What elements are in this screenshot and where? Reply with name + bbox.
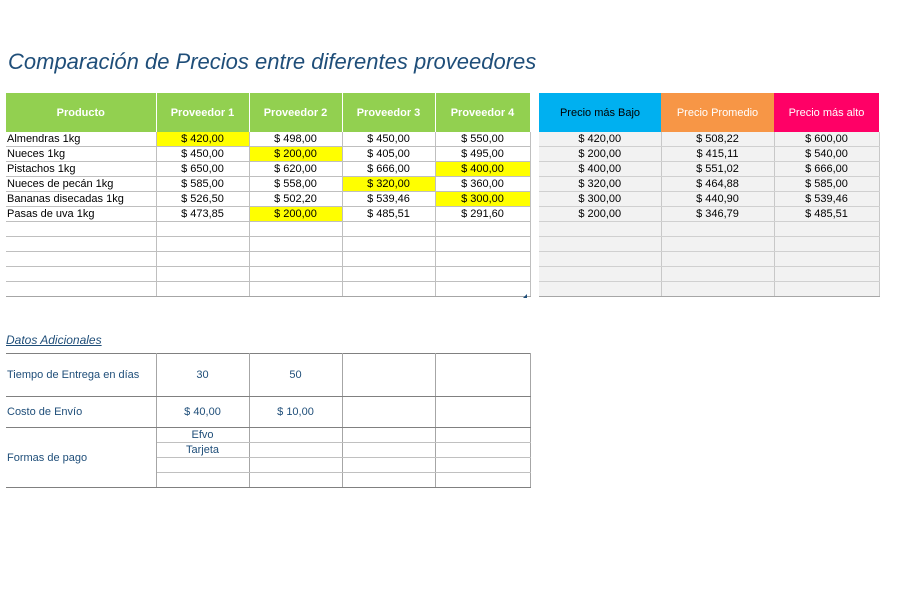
empty-row <box>539 237 879 252</box>
product-cell[interactable]: Nueces 1kg <box>6 147 156 162</box>
empty-cell[interactable] <box>661 252 774 267</box>
summary-cell[interactable]: $ 200,00 <box>539 147 661 162</box>
payment-value[interactable] <box>435 428 530 443</box>
price-cell[interactable]: $ 620,00 <box>249 162 342 177</box>
empty-cell[interactable] <box>342 282 435 297</box>
empty-cell[interactable] <box>6 237 156 252</box>
header-proveedor-3[interactable]: Proveedor 3 <box>342 93 435 132</box>
price-cell[interactable]: $ 502,20 <box>249 192 342 207</box>
product-cell[interactable]: Almendras 1kg <box>6 132 156 147</box>
table-row <box>6 132 530 147</box>
empty-cell[interactable] <box>661 222 774 237</box>
empty-cell[interactable] <box>774 267 879 282</box>
price-cell[interactable]: $ 495,00 <box>435 147 530 162</box>
shipping-value[interactable]: $ 40,00 <box>156 397 249 428</box>
summary-cell[interactable]: $ 666,00 <box>774 162 879 177</box>
price-cell[interactable]: $ 320,00 <box>342 177 435 192</box>
delivery-value[interactable] <box>342 354 435 397</box>
empty-row <box>539 282 879 297</box>
empty-cell[interactable] <box>661 282 774 297</box>
shipping-value[interactable] <box>342 397 435 428</box>
empty-cell[interactable] <box>342 267 435 282</box>
empty-cell[interactable] <box>774 282 879 297</box>
empty-cell[interactable] <box>539 222 661 237</box>
empty-cell[interactable] <box>661 267 774 282</box>
table-resize-handle[interactable] <box>523 294 527 298</box>
price-cell[interactable]: $ 200,00 <box>249 207 342 222</box>
delivery-row <box>6 354 530 397</box>
summary-cell[interactable]: $ 415,11 <box>661 147 774 162</box>
summary-cell[interactable]: $ 420,00 <box>539 132 661 147</box>
price-cell[interactable]: $ 498,00 <box>249 132 342 147</box>
table-row <box>539 132 879 147</box>
summary-cell[interactable]: $ 320,00 <box>539 177 661 192</box>
shipping-value[interactable]: $ 10,00 <box>249 397 342 428</box>
empty-row <box>6 282 530 297</box>
summary-cell[interactable]: $ 585,00 <box>774 177 879 192</box>
payment-value[interactable] <box>156 458 249 473</box>
payment-row <box>6 428 530 443</box>
empty-cell[interactable] <box>539 282 661 297</box>
shipping-row <box>6 397 530 428</box>
price-cell[interactable]: $ 300,00 <box>435 192 530 207</box>
payment-value[interactable] <box>342 443 435 458</box>
payment-value[interactable] <box>249 473 342 488</box>
empty-cell[interactable] <box>342 252 435 267</box>
payment-value[interactable] <box>435 473 530 488</box>
empty-cell[interactable] <box>435 252 530 267</box>
empty-cell[interactable] <box>6 222 156 237</box>
sheet-title: Comparación de Precios entre diferentes proveedores <box>8 49 537 74</box>
delivery-value[interactable]: 50 <box>249 354 342 397</box>
summary-table <box>539 93 880 297</box>
empty-cell[interactable] <box>774 237 879 252</box>
empty-cell[interactable] <box>6 267 156 282</box>
shipping-value[interactable] <box>435 397 530 428</box>
price-cell[interactable]: $ 558,00 <box>249 177 342 192</box>
table-row <box>6 207 530 222</box>
payment-value[interactable] <box>156 473 249 488</box>
empty-cell[interactable] <box>435 237 530 252</box>
header-proveedor-1[interactable]: Proveedor 1 <box>156 93 249 132</box>
summary-cell[interactable]: $ 464,88 <box>661 177 774 192</box>
header-proveedor-2[interactable]: Proveedor 2 <box>249 93 342 132</box>
empty-cell[interactable] <box>774 222 879 237</box>
table-row <box>6 147 530 162</box>
empty-cell[interactable] <box>249 282 342 297</box>
payment-value[interactable]: Tarjeta <box>156 443 249 458</box>
price-cell[interactable]: $ 200,00 <box>249 147 342 162</box>
summary-cell[interactable]: $ 440,90 <box>661 192 774 207</box>
table-row <box>539 192 879 207</box>
empty-cell[interactable] <box>342 237 435 252</box>
summary-cell[interactable]: $ 400,00 <box>539 162 661 177</box>
empty-cell[interactable] <box>6 252 156 267</box>
empty-cell[interactable] <box>156 222 249 237</box>
delivery-value[interactable]: 30 <box>156 354 249 397</box>
delivery-value[interactable] <box>435 354 530 397</box>
price-comparison-table <box>6 93 531 297</box>
header-proveedor-4[interactable]: Proveedor 4 <box>435 93 530 132</box>
delivery-label[interactable]: Tiempo de Entrega en días <box>6 354 156 397</box>
price-cell[interactable]: $ 526,50 <box>156 192 249 207</box>
empty-cell[interactable] <box>156 252 249 267</box>
table-row <box>6 192 530 207</box>
summary-cell[interactable]: $ 485,51 <box>774 207 879 222</box>
price-cell[interactable]: $ 539,46 <box>342 192 435 207</box>
empty-row <box>539 252 879 267</box>
payment-value[interactable] <box>342 428 435 443</box>
payment-value[interactable] <box>249 428 342 443</box>
summary-cell[interactable]: $ 508,22 <box>661 132 774 147</box>
empty-cell[interactable] <box>249 252 342 267</box>
empty-cell[interactable] <box>435 222 530 237</box>
product-cell[interactable]: Bananas disecadas 1kg <box>6 192 156 207</box>
summary-cell[interactable]: $ 300,00 <box>539 192 661 207</box>
empty-cell[interactable] <box>156 237 249 252</box>
table-row <box>539 162 879 177</box>
empty-row <box>6 252 530 267</box>
empty-cell[interactable] <box>774 252 879 267</box>
price-cell[interactable]: $ 450,00 <box>156 147 249 162</box>
price-cell[interactable]: $ 485,51 <box>342 207 435 222</box>
empty-row <box>6 267 530 282</box>
price-cell[interactable]: $ 400,00 <box>435 162 530 177</box>
payment-label[interactable]: Formas de pago <box>6 428 156 488</box>
price-cell[interactable]: $ 360,00 <box>435 177 530 192</box>
empty-cell[interactable] <box>435 267 530 282</box>
price-cell[interactable]: $ 420,00 <box>156 132 249 147</box>
table-row <box>539 147 879 162</box>
empty-cell[interactable] <box>539 237 661 252</box>
summary-cell[interactable]: $ 540,00 <box>774 147 879 162</box>
payment-value[interactable] <box>342 473 435 488</box>
empty-row <box>6 237 530 252</box>
payment-value[interactable] <box>435 458 530 473</box>
empty-cell[interactable] <box>539 252 661 267</box>
table-row <box>539 177 879 192</box>
header-producto[interactable]: Producto <box>6 93 156 132</box>
header-precio-más-bajo[interactable]: Precio más Bajo <box>539 93 661 132</box>
product-cell[interactable]: Pasas de uva 1kg <box>6 207 156 222</box>
empty-cell[interactable] <box>435 282 530 297</box>
shipping-label[interactable]: Costo de Envío <box>6 397 156 428</box>
table-row <box>539 207 879 222</box>
empty-cell[interactable] <box>6 282 156 297</box>
summary-cell[interactable]: $ 346,79 <box>661 207 774 222</box>
product-cell[interactable]: Pistachos 1kg <box>6 162 156 177</box>
empty-cell[interactable] <box>156 282 249 297</box>
price-cell[interactable]: $ 450,00 <box>342 132 435 147</box>
empty-cell[interactable] <box>661 237 774 252</box>
header-precio-más-alto[interactable]: Precio más alto <box>774 93 879 132</box>
empty-row <box>539 267 879 282</box>
empty-cell[interactable] <box>156 267 249 282</box>
empty-row <box>539 222 879 237</box>
price-cell[interactable]: $ 666,00 <box>342 162 435 177</box>
summary-cell[interactable]: $ 200,00 <box>539 207 661 222</box>
price-cell[interactable]: $ 650,00 <box>156 162 249 177</box>
price-cell[interactable]: $ 405,00 <box>342 147 435 162</box>
payment-value[interactable] <box>249 443 342 458</box>
price-cell[interactable]: $ 585,00 <box>156 177 249 192</box>
empty-row <box>6 222 530 237</box>
product-cell[interactable]: Nueces de pecán 1kg <box>6 177 156 192</box>
price-cell[interactable]: $ 473,85 <box>156 207 249 222</box>
summary-cell[interactable]: $ 551,02 <box>661 162 774 177</box>
table-row <box>6 162 530 177</box>
price-cell[interactable]: $ 291,60 <box>435 207 530 222</box>
additional-data-table <box>6 353 531 488</box>
table-row <box>6 177 530 192</box>
empty-cell[interactable] <box>249 222 342 237</box>
payment-value[interactable]: Efvo <box>156 428 249 443</box>
price-cell[interactable]: $ 550,00 <box>435 132 530 147</box>
payment-value[interactable] <box>249 458 342 473</box>
empty-cell[interactable] <box>249 267 342 282</box>
header-precio-promedio[interactable]: Precio Promedio <box>661 93 774 132</box>
additional-data-title: Datos Adicionales <box>6 333 102 347</box>
empty-cell[interactable] <box>249 237 342 252</box>
summary-cell[interactable]: $ 539,46 <box>774 192 879 207</box>
payment-value[interactable] <box>435 443 530 458</box>
empty-cell[interactable] <box>342 222 435 237</box>
summary-cell[interactable]: $ 600,00 <box>774 132 879 147</box>
empty-cell[interactable] <box>539 267 661 282</box>
payment-value[interactable] <box>342 458 435 473</box>
